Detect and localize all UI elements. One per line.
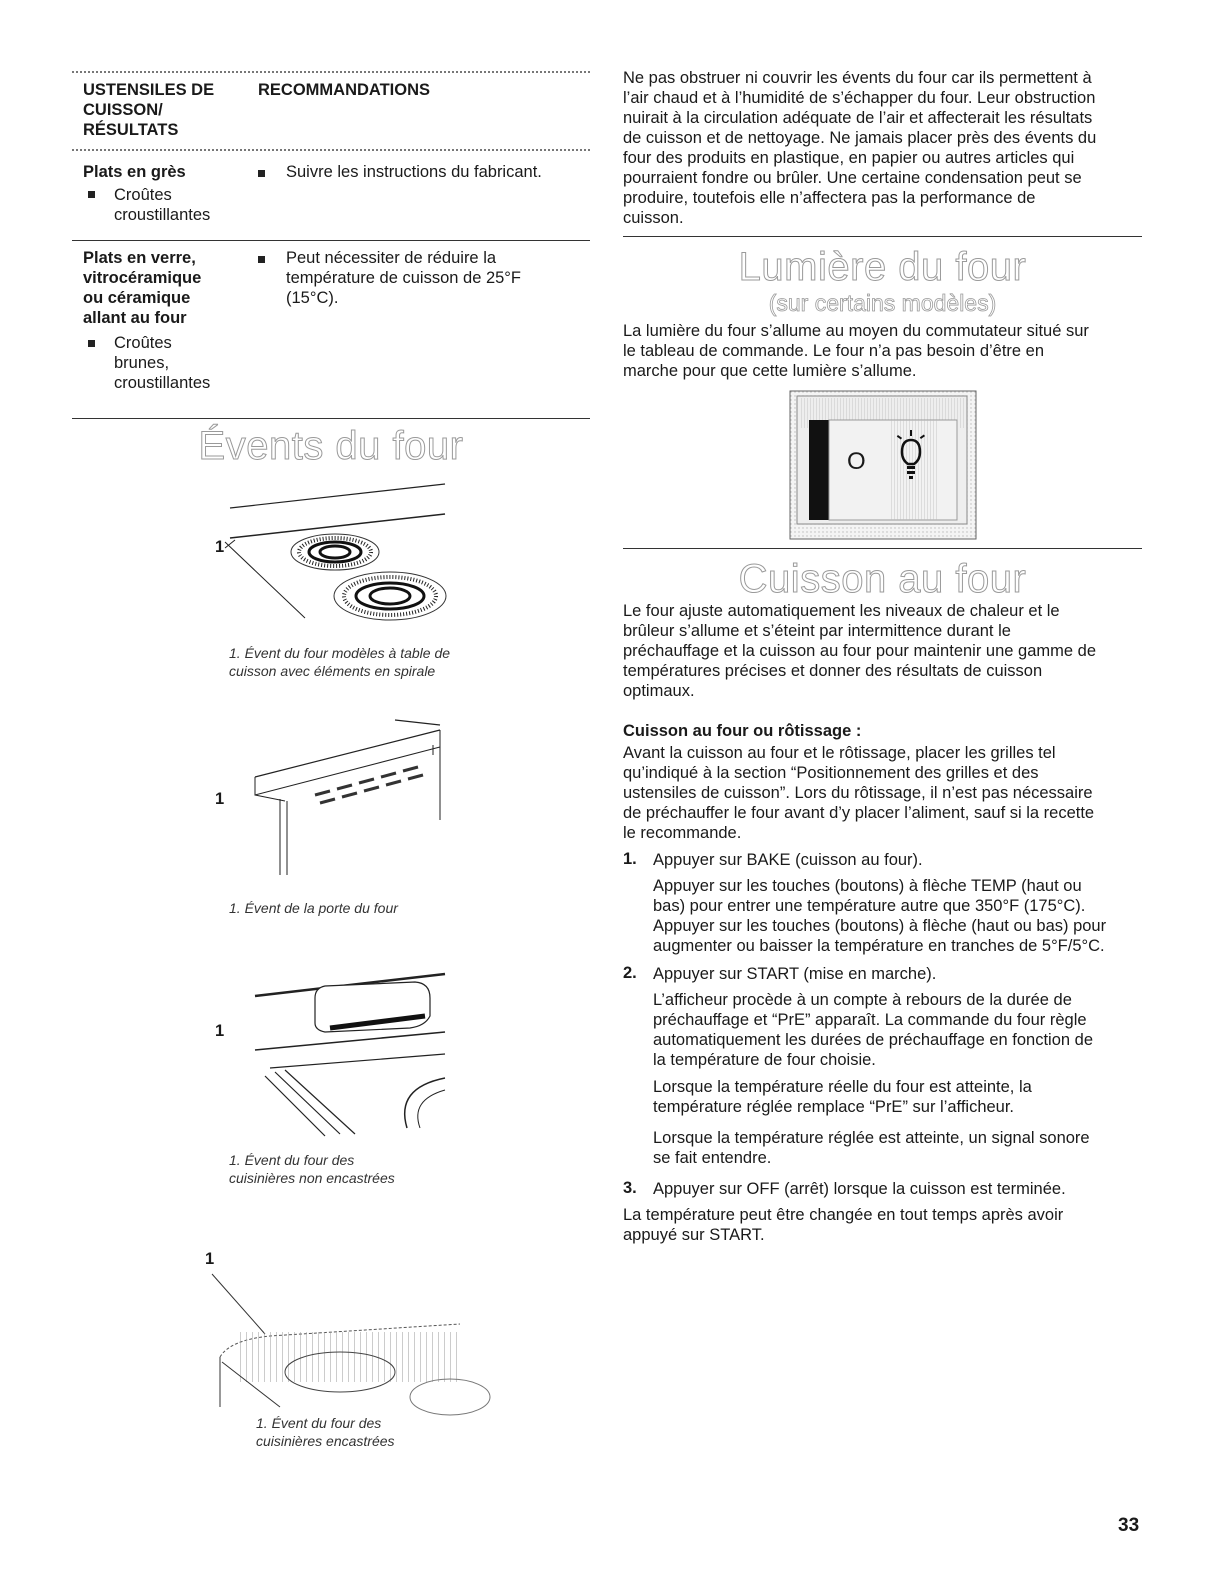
freestanding-range-vent-illustration bbox=[225, 968, 455, 1138]
text-line: brûleur s’allume et s’éteint par intermittence durant le bbox=[623, 622, 1011, 640]
text-line: qu’indiqué à la section “Positionnement des grilles et des bbox=[623, 764, 1039, 782]
text-line: ustensiles de cuisson”. Lors du rôtissage, il n’est pas nécessaire bbox=[623, 784, 1093, 802]
title-line: Plats en verre, bbox=[83, 249, 196, 267]
caption-line: 1. Évent du four modèles à table de bbox=[229, 645, 451, 661]
section-title-light: Lumière du four bbox=[738, 245, 1027, 289]
section-rule bbox=[623, 236, 1142, 237]
caption-line: 1. Évent du four des bbox=[256, 1415, 382, 1431]
text-line: l’air chaud et à l’humidité de s’échapper du four. Leur obstruction bbox=[623, 89, 1096, 107]
text-line: préchauffage et “PrE” apparaît. La commande du four règle bbox=[653, 1011, 1087, 1029]
step-detail bbox=[653, 876, 1153, 956]
recommendation-line: (15°C). bbox=[286, 289, 339, 307]
result-line: brunes, bbox=[114, 354, 170, 372]
step-detail bbox=[653, 990, 1153, 1070]
built-in-range-vent-illustration bbox=[210, 1272, 470, 1412]
table-row-result bbox=[114, 333, 210, 393]
text-line: Appuyer sur les touches (boutons) à flèche (haut ou bas) pour bbox=[653, 917, 1107, 935]
table-header-rule bbox=[72, 149, 590, 151]
step-detail bbox=[653, 1077, 1153, 1117]
table-bottom-rule bbox=[72, 418, 590, 419]
table-row-recommendation: Suivre les instructions du fabricant. bbox=[286, 163, 542, 181]
bullet-icon bbox=[88, 340, 95, 347]
figure-caption: 1. Évent de la porte du four bbox=[229, 900, 398, 916]
text-line: températures précises et donner des résultats de cuisson bbox=[623, 662, 1043, 680]
text-line: température réglée remplace “PrE” sur l’afficheur. bbox=[653, 1098, 1015, 1116]
caption-line: cuisinières encastrées bbox=[256, 1433, 395, 1449]
bullet-icon bbox=[258, 170, 265, 177]
oven-door-vent-illustration bbox=[225, 715, 455, 885]
caption-line: 1. Évent du four des bbox=[229, 1152, 355, 1168]
text-line: La température peut être changée en tout temps après avoir bbox=[623, 1206, 1064, 1224]
text-line: Lorsque la température réglée est atteinte, un signal sonore bbox=[653, 1129, 1090, 1147]
text-line: se fait entendre. bbox=[653, 1149, 772, 1167]
text-line: L’afficheur procède à un compte à rebours de la durée de bbox=[653, 991, 1072, 1009]
section-rule bbox=[623, 548, 1142, 549]
text-line: nuirait à la circulation adéquate de l’air et affecterait les résultats bbox=[623, 109, 1093, 127]
result-line: croustillantes bbox=[114, 206, 211, 224]
text-line: optimaux. bbox=[623, 682, 695, 700]
text-line: augmenter ou baisser la température en tranches de 5°F/5°C. bbox=[653, 937, 1105, 955]
text-line: four des produits en plastique, en papier ou autres articles qui bbox=[623, 149, 1075, 167]
text-line: la température de four choisie. bbox=[653, 1051, 876, 1069]
figure-callout: 1 bbox=[215, 538, 225, 556]
step-number: 1. bbox=[623, 850, 637, 868]
text-line: Le four ajuste automatiquement les niveaux de chaleur et le bbox=[623, 602, 1060, 620]
text-line: produire, toutefois elle n’affectera pas la performance de bbox=[623, 189, 1036, 207]
step-number: 3. bbox=[623, 1179, 637, 1197]
title-line: ou céramique bbox=[83, 289, 191, 307]
figure-caption bbox=[229, 644, 450, 680]
table-row-title bbox=[83, 248, 201, 328]
step-detail bbox=[653, 1128, 1153, 1168]
table-row-result bbox=[114, 185, 210, 225]
header-line: USTENSILES DE bbox=[83, 81, 215, 99]
text-line: préchauffage et la cuisson au four pour maintenir une gamme de bbox=[623, 642, 1096, 660]
result-line: Croûtes bbox=[114, 334, 172, 352]
baking-closing bbox=[623, 1205, 1153, 1245]
text-line: pourraient fondre ou brûler. Une certaine condensation peut se bbox=[623, 169, 1082, 187]
oven-light-switch-illustration bbox=[789, 390, 977, 540]
table-row-rule bbox=[72, 240, 590, 241]
text-line: Ne pas obstruer ni couvrir les évents du four car ils permettent à bbox=[623, 69, 1092, 87]
figure-callout: 1 bbox=[205, 1250, 215, 1268]
text-line: de préchauffer le four avant d’y placer l’aliment, sauf si la recette bbox=[623, 804, 1095, 822]
recommendation-line: Peut nécessiter de réduire la bbox=[286, 249, 497, 267]
recommendation-line: température de cuisson de 25°F bbox=[286, 269, 521, 287]
header-line: CUISSON/ bbox=[83, 101, 163, 119]
title-line: allant au four bbox=[83, 309, 187, 327]
result-line: Croûtes bbox=[114, 186, 172, 204]
section-subtitle-light: (sur certains modèles) bbox=[768, 290, 997, 316]
figure-caption bbox=[229, 1151, 395, 1187]
caption-line: cuisson avec éléments en spirale bbox=[229, 663, 436, 679]
table-header-utensils bbox=[83, 80, 243, 140]
section-title-vents: Évents du four bbox=[198, 424, 464, 468]
table-row-recommendation bbox=[286, 248, 521, 308]
text-line: de cuisson et de nettoyage. Ne jamais placer près des évents du bbox=[623, 129, 1097, 147]
header-line: RÉSULTATS bbox=[83, 121, 179, 139]
figure-caption bbox=[256, 1414, 395, 1450]
section-title-baking: Cuisson au four bbox=[738, 557, 1027, 601]
text-line: Avant la cuisson au four et le rôtissage, placer les grilles tel bbox=[623, 744, 1056, 762]
switch-off-label: O bbox=[847, 448, 866, 475]
baking-sub-intro bbox=[623, 743, 1153, 843]
caption-line: cuisinières non encastrées bbox=[229, 1170, 395, 1186]
text-line: le recommande. bbox=[623, 824, 742, 842]
table-top-rule bbox=[72, 71, 590, 73]
result-line: croustillantes bbox=[114, 374, 211, 392]
text-line: marche pour que cette lumière s’allume. bbox=[623, 362, 917, 380]
text-line: le tableau de commande. Le four n’a pas besoin d’être en bbox=[623, 342, 1045, 360]
text-line: Appuyer sur les touches (boutons) à flèche TEMP (haut ou bbox=[653, 877, 1082, 895]
light-paragraph bbox=[623, 321, 1153, 381]
step-number: 2. bbox=[623, 964, 637, 982]
text-line: La lumière du four s’allume au moyen du commutateur situé sur bbox=[623, 322, 1089, 340]
step-text: Appuyer sur BAKE (cuisson au four). bbox=[653, 851, 923, 869]
page-number: 33 bbox=[1118, 1515, 1140, 1536]
baking-intro-paragraph bbox=[623, 601, 1153, 701]
bullet-icon bbox=[88, 191, 95, 198]
text-line: Lorsque la température réelle du four est atteinte, la bbox=[653, 1078, 1032, 1096]
bullet-icon bbox=[258, 256, 265, 263]
text-line: cuisson. bbox=[623, 209, 684, 227]
step-text: Appuyer sur START (mise en marche). bbox=[653, 965, 937, 983]
text-line: automatiquement les durées de préchauffage en fonction de bbox=[653, 1031, 1094, 1049]
step-text: Appuyer sur OFF (arrêt) lorsque la cuisson est terminée. bbox=[653, 1180, 1066, 1198]
vent-warning-paragraph bbox=[623, 68, 1153, 228]
table-header-recommendations: RECOMMANDATIONS bbox=[258, 81, 431, 99]
title-line: vitrocéramique bbox=[83, 269, 202, 287]
figure-callout: 1 bbox=[215, 790, 225, 808]
coil-cooktop-illustration bbox=[205, 478, 465, 628]
text-line: appuyé sur START. bbox=[623, 1226, 765, 1244]
baking-subheading: Cuisson au four ou rôtissage : bbox=[623, 722, 862, 740]
text-line: bas) pour entrer une température autre que 350°F (175°C). bbox=[653, 897, 1086, 915]
figure-callout: 1 bbox=[215, 1022, 225, 1040]
table-row-title: Plats en grès bbox=[83, 163, 186, 181]
